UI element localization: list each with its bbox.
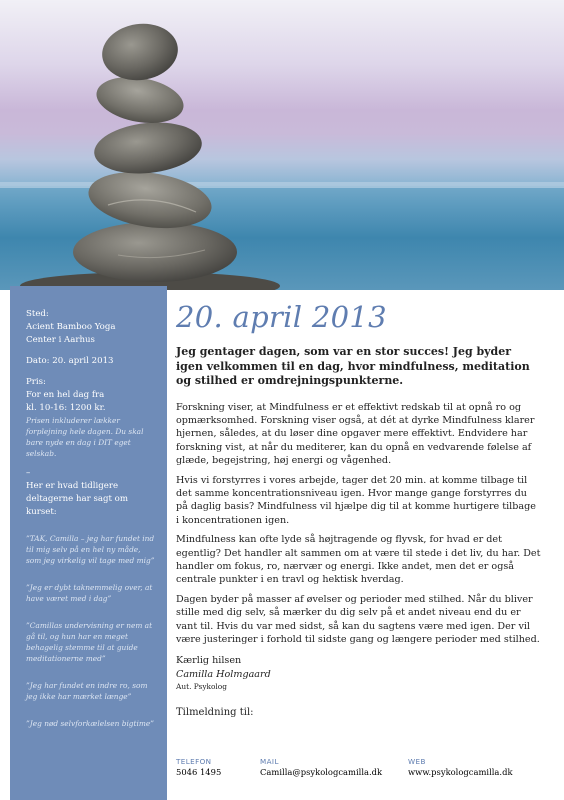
main-content (176, 300, 541, 720)
stacked-stones-illustration (0, 0, 564, 290)
event-date-heading: 20. april 2013 (176, 300, 387, 334)
info-sidebar (10, 286, 167, 800)
mail-contact (260, 756, 382, 778)
lead-paragraph: Jeg gentager dagen, som var en stor succes! Jeg byder igen velkommen til en dag, hvor mindfulness, meditation og stilhed er omdrejningspunkterne. (176, 345, 530, 387)
greeting: Kærlig hilsen (176, 655, 242, 667)
venue-block (26, 308, 157, 347)
testimonial-quote: ”TAK, Camilla – jeg har fundet ind til mig selv på en hel ny måde, som jeg virkelig vil tage med mig” (26, 534, 155, 565)
signature-block (176, 654, 541, 692)
testimonial-quote: ”Jeg har fundet en indre ro, som jeg ikke har mærket længe” (26, 681, 148, 701)
registration-heading: Tilmeldning til: (176, 707, 254, 719)
testimonial-quote: ”Jeg nød selvforkælelsen bigtime” (26, 719, 155, 728)
body-paragraph: Mindfulness kan ofte lyde så højtragende og flyvsk, for hvad er det egentlig? Det handler alt sammen om at være til stede i det liv, du har. Det handler om fokus, ro, nærvær og energi. Ikke andet, men det er også centrale punkter i en travl og hektisk hverdag. (176, 534, 541, 586)
mail-label: MAIL (260, 757, 279, 766)
phone-contact (176, 756, 221, 778)
venue-line-1: Acient Bamboo Yoga (26, 322, 116, 332)
signature-name: Camilla Holmgaard (176, 668, 271, 680)
mail-link[interactable]: Camilla@psykologcamilla.dk (260, 767, 383, 777)
body-paragraph: Hvis vi forstyrres i vores arbejde, tager det 20 min. at komme tilbage til det samme koncentrationsniveau igen. Hvor mange gange forstyrres du på daglig basis? Mindfulness vil hjælpe dig til at komme hurtigere tilbage i koncentrationen igen. (176, 474, 536, 526)
venue-label: Sted: (26, 309, 49, 319)
feedback-heading: Her er hvad tidligere deltagerne har sagt om kurset: (26, 481, 129, 517)
venue-line-2: Center i Aarhus (26, 335, 95, 345)
testimonial-quote: ”Jeg er dybt taknemmelig over, at have været med i dag” (26, 583, 153, 603)
testimonial-quote: ”Camillas undervisning er nem at gå til, og hun har en meget behagelig stemme til at guide meditationerne med” (26, 621, 153, 663)
web-link[interactable]: www.psykologcamilla.dk (408, 767, 513, 777)
web-label: WEB (408, 757, 426, 766)
phone-number[interactable]: 5046 1495 (176, 767, 222, 777)
date-line: Dato: 20. april 2013 (26, 356, 114, 366)
phone-label: TELEFON (176, 757, 212, 766)
price-note: Prisen inkluderer lækker forplejning hele dagen. Du skal bare nyde en dag i DIT eget selskab. (26, 416, 144, 458)
web-contact (408, 756, 513, 778)
price-block (26, 376, 157, 459)
signature-title: Aut. Psykolog (176, 682, 227, 692)
divider-dash: – (26, 468, 31, 478)
price-line-1: For en hel dag fra (26, 390, 105, 400)
price-line-2: kl. 10-16: 1200 kr. (26, 403, 106, 413)
body-paragraph: Dagen byder på masser af øvelser og perioder med stilhed. Når du bliver stille med dig selv, så mærker du dig selv på et andet niveau end du er vant til. Hvis du var med sidst, så kan du sagtens være med igen. Der vil være justeringer i forhold til sidste gang og længere perioder med stilhed. (176, 593, 540, 645)
body-paragraph: Forskning viser, at Mindfulness er et effektivt redskab til at opnå ro og opmærksomhed. Forskning viser også, at dét at dyrke Mindfulness klarer hjernen, således, at du løser dine opgaver mere effektivt. Endvidere har forskning vist, at når du mediterer, kan du opnå en vedvarende følelse af glæde, begejstring, høj energi og vågenhed. (176, 401, 535, 467)
hero-image (0, 0, 564, 290)
price-label: Pris: (26, 377, 46, 387)
